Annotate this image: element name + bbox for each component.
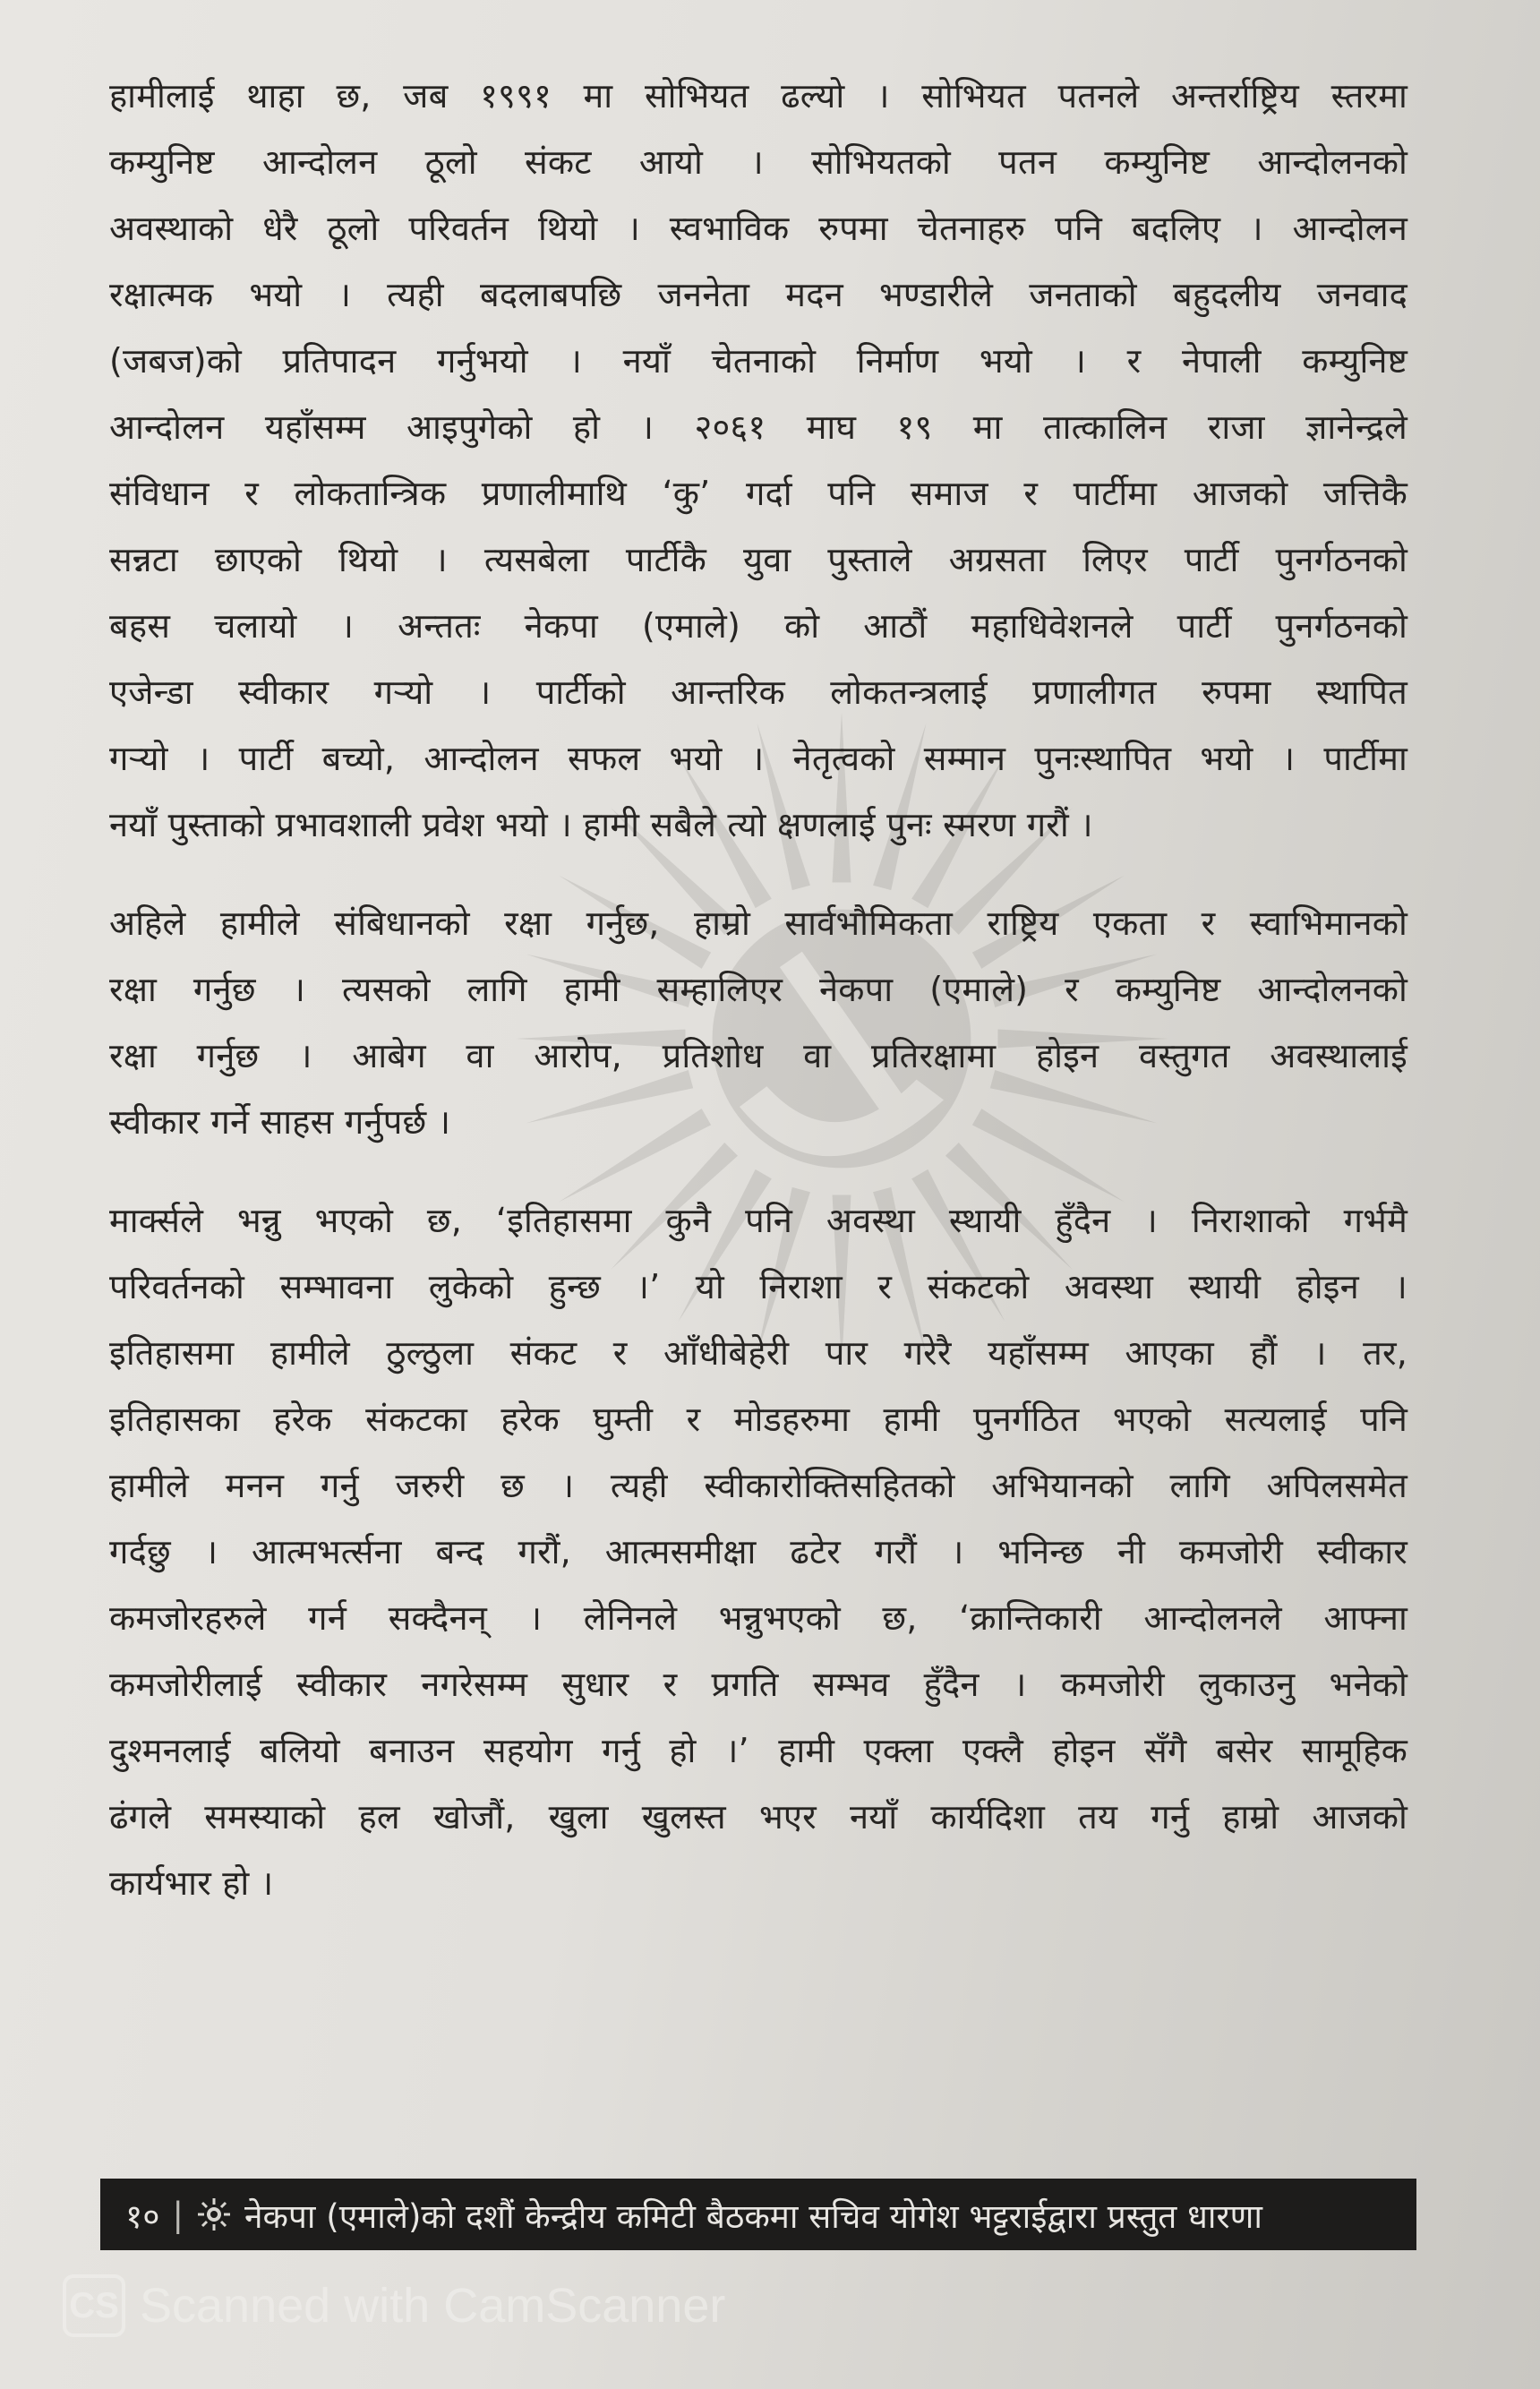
running-title: नेकपा (एमाले)को दशौं केन्द्रीय कमिटी बैठकमा सचिव योगेश भट्टराईद्वारा प्रस्तुत धारणा (244, 2196, 1262, 2236)
footer-separator: | (172, 2195, 184, 2234)
text-line: कमजोरीलाई स्वीकार नगरेसम्म सुधार र प्रगति सम्भव हुँदैन । कमजोरी लुकाउनु भनेको (109, 1665, 1407, 1704)
page-number: १० (125, 2196, 160, 2236)
text-line: बहस चलायो । अन्ततः नेकपा (एमाले) को आठौं महाधिवेशनले पार्टी पुनर्गठनको (109, 606, 1407, 646)
text-line: अहिले हामीले संबिधानको रक्षा गर्नुछ, हाम्रो सार्वभौमिकता राष्ट्रिय एकता र स्वाभिमानको (109, 903, 1407, 943)
text-line: कमजोरहरुले गर्न सक्दैनन् । लेनिनले भन्नुभएको छ, ‘क्रान्तिकारी आन्दोलनले आफ्ना (109, 1598, 1407, 1638)
scanner-watermark (63, 2274, 725, 2337)
text-line: हामीलाई थाहा छ, जब १९९१ मा सोभियत ढल्यो । सोभियत पतनले अन्तर्राष्ट्रिय स्तरमा (109, 76, 1407, 116)
text-line: आन्दोलन यहाँसम्म आइपुगेको हो । २०६१ माघ १९ मा तात्कालिन राजा ज्ञानेन्द्रले (109, 407, 1407, 447)
text-line: रक्षात्मक भयो । त्यही बदलाबपछि जननेता मदन भण्डारीले जनताको बहुदलीय जनवाद (109, 275, 1407, 314)
camscanner-logo-icon: CS (63, 2274, 125, 2337)
text-line: संविधान र लोकतान्त्रिक प्रणालीमाथि ‘कु’ गर्दा पनि समाज र पार्टीमा आजको जत्तिकै (109, 474, 1407, 513)
paragraph (109, 63, 1407, 858)
text-line: सन्नटा छाएको थियो । त्यसबेला पार्टीकै युवा पुस्ताले अग्रसता लिएर पार्टी पुनर्गठनको (109, 540, 1407, 579)
text-line: इतिहासका हरेक संकटका हरेक घुम्ती र मोडहरुमा हामी पुनर्गठित भएको सत्यलाई पनि (109, 1400, 1407, 1439)
text-line: कम्युनिष्ट आन्दोलन ठूलो संकट आयो । सोभियतको पतन कम्युनिष्ट आन्दोलनको (109, 142, 1407, 182)
page-body (109, 63, 1407, 1948)
text-line: स्वीकार गर्ने साहस गर्नुपर्छ । (109, 1102, 451, 1142)
text-line: इतिहासमा हामीले ठुल्ठुला संकट र आँधीबेहेरी पार गरेरै यहाँसम्म आएका हौं । तर, (109, 1333, 1407, 1373)
text-line: एजेन्डा स्वीकार गऱ्यो । पार्टीको आन्तरिक लोकतन्त्रलाई प्रणालीगत रुपमा स्थापित (109, 672, 1407, 712)
text-line: (जबज)को प्रतिपादन गर्नुभयो । नयाँ चेतनाको निर्माण भयो । र नेपाली कम्युनिष्ट (109, 341, 1407, 381)
text-line: रक्षा गर्नुछ । त्यसको लागि हामी सम्हालिएर नेकपा (एमाले) र कम्युनिष्ट आन्दोलनको (109, 970, 1407, 1009)
text-line: गऱ्यो । पार्टी बच्यो, आन्दोलन सफल भयो । नेतृत्वको सम्मान पुनःस्थापित भयो । पार्टीमा (109, 739, 1407, 778)
text-line: दुश्मनलाई बलियो बनाउन सहयोग गर्नु हो ।’ हामी एक्ला एक्लै होइन सँगै बसेर सामूहिक (109, 1731, 1407, 1770)
text-line: परिवर्तनको सम्भावना लुकेको हुन्छ ।’ यो निराशा र संकटको अवस्था स्थायी होइन । (109, 1267, 1407, 1306)
paragraph (109, 1187, 1407, 1916)
text-line: गर्दछु । आत्मभर्त्सना बन्द गरौं, आत्मसमीक्षा ढटेर गरौं । भनिन्छ नी कमजोरी स्वीकार (109, 1532, 1407, 1571)
text-line: मार्क्सले भन्नु भएको छ, ‘इतिहासमा कुनै पनि अवस्था स्थायी हुँदैन । निराशाको गर्भमै (109, 1201, 1407, 1240)
paragraph (109, 890, 1407, 1155)
text-line: रक्षा गर्नुछ । आबेग वा आरोप, प्रतिशोध वा प्रतिरक्षामा होइन वस्तुगत अवस्थालाई (109, 1036, 1407, 1075)
text-line: अवस्थाको धेरै ठूलो परिवर्तन थियो । स्वभाविक रुपमा चेतनाहरु पनि बदलिए । आन्दोलन (109, 209, 1407, 248)
text-line: नयाँ पुस्ताको प्रभावशाली प्रवेश भयो । हामी सबैले त्यो क्षणलाई पुनः स्मरण गरौं । (109, 805, 1093, 844)
text-line: हामीले मनन गर्नु जरुरी छ । त्यही स्वीकारोक्तिसहितको अभियानको लागि अपिलसमेत (109, 1466, 1407, 1505)
text-line: कार्यभार हो । (109, 1863, 274, 1903)
scanner-watermark-text: Scanned with CamScanner (140, 2279, 726, 2333)
sun-emblem-icon (196, 2196, 232, 2232)
text-line: ढंगले समस्याको हल खोजौं, खुला खुलस्त भएर नयाँ कार्यदिशा तय गर्नु हाम्रो आजको (109, 1797, 1407, 1837)
running-footer (100, 2179, 1416, 2250)
